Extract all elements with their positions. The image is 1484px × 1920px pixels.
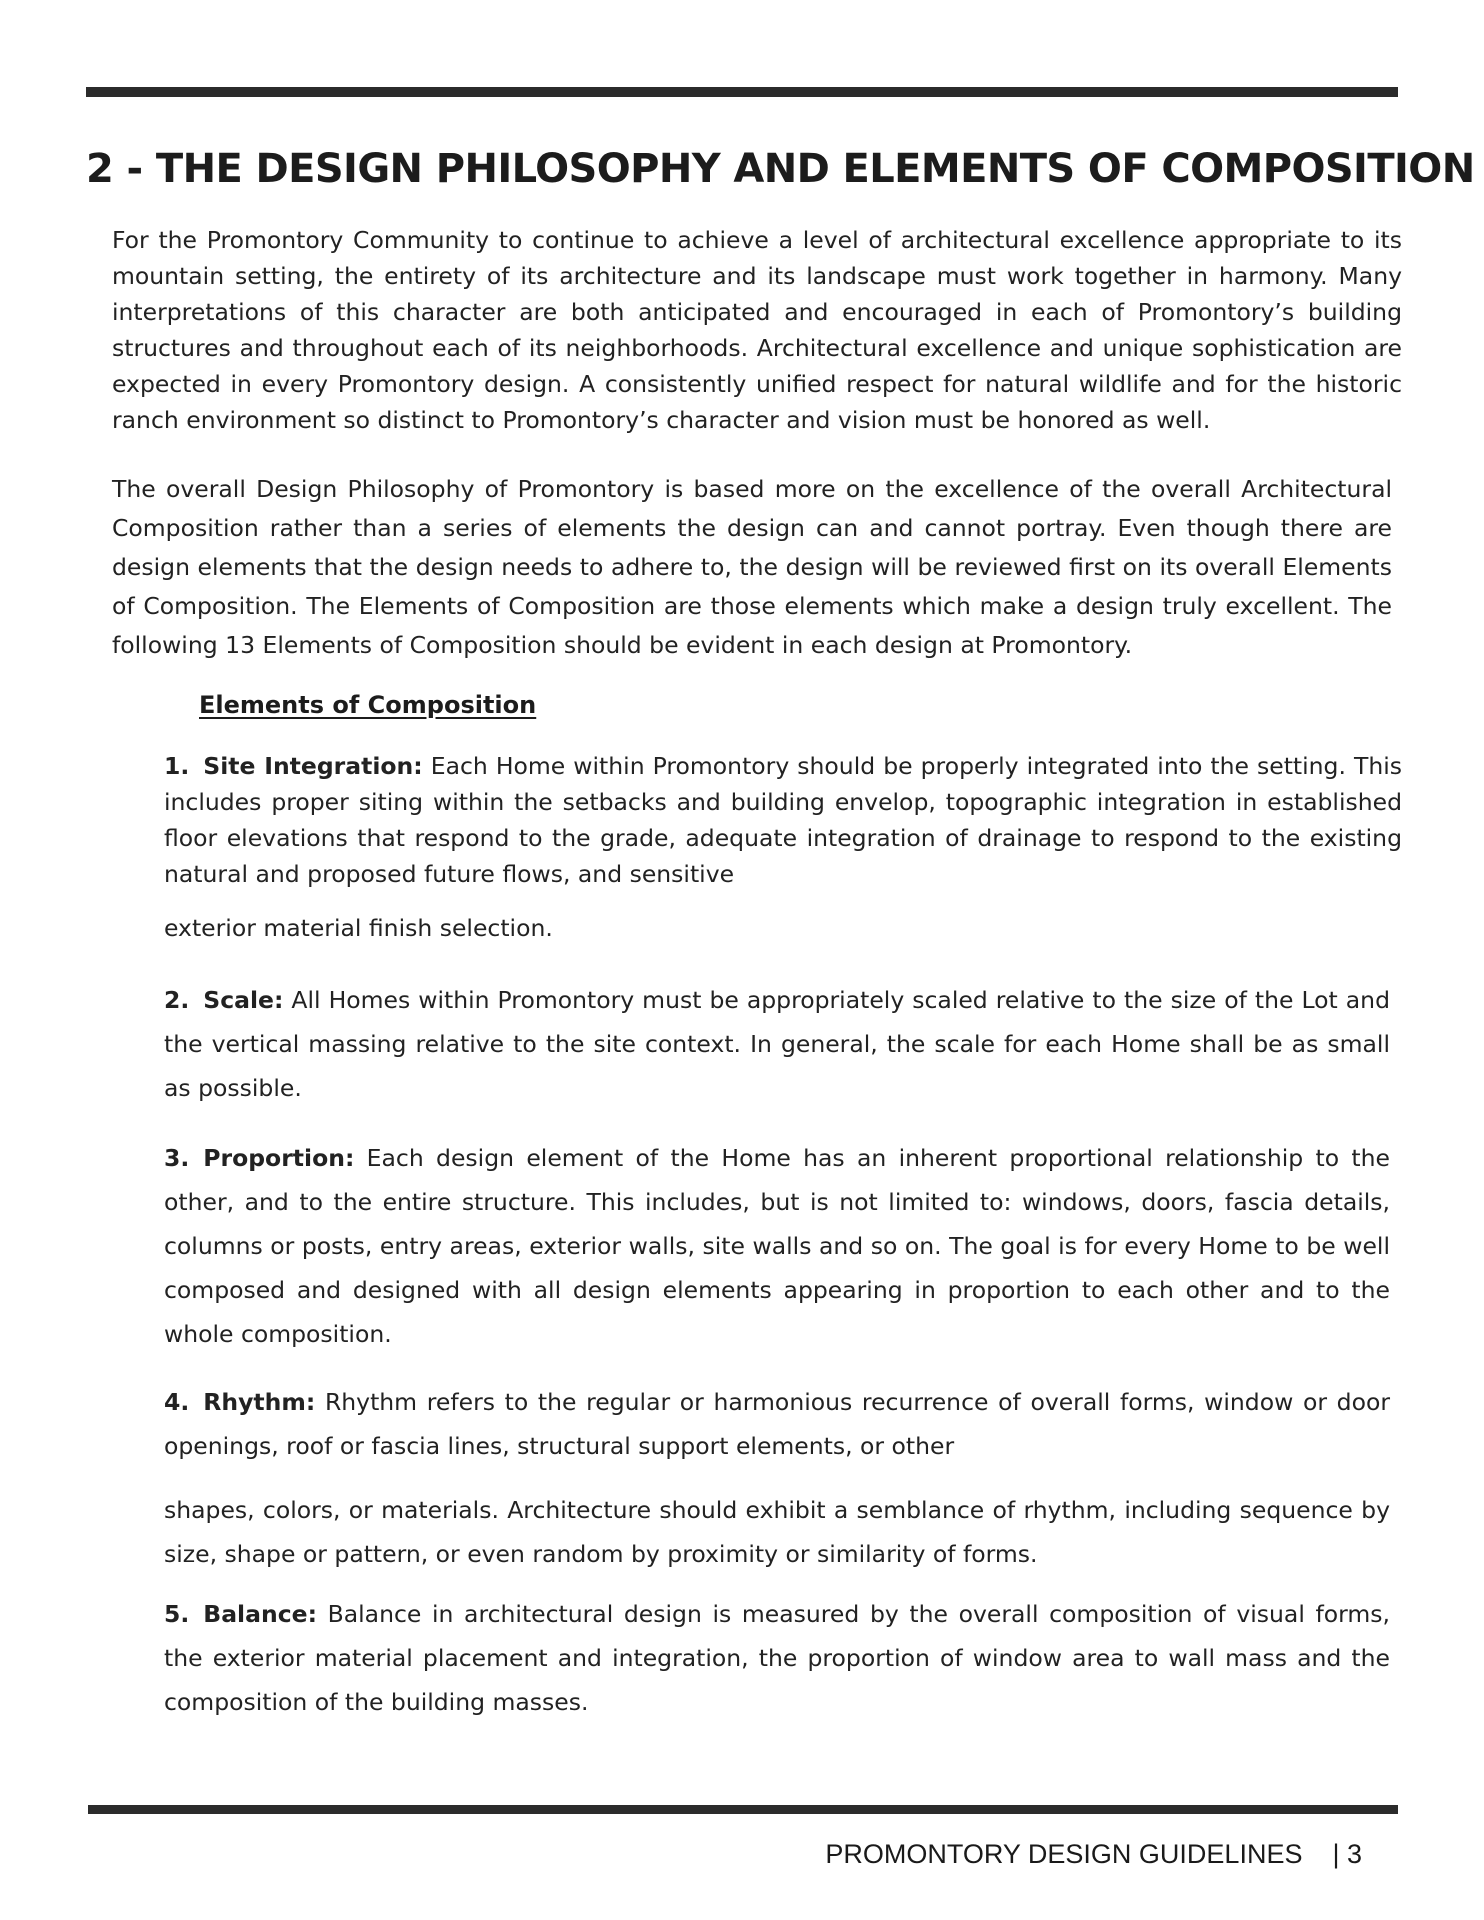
item-term: Balance: bbox=[203, 1600, 317, 1628]
item-text: Rhythm refers to the regular or harmonious recurrence of overall forms, window or door openings, roof or fascia lines, structural support elements, or other bbox=[164, 1388, 1390, 1460]
list-item-balance bbox=[164, 1592, 1390, 1724]
item-text: All Homes within Promontory must be appropriately scaled relative to the size of the Lot and the vertical massing relative to the site context. In general, the scale for each Home shall be as small as possible. bbox=[164, 986, 1390, 1102]
item-number: 1. bbox=[164, 752, 190, 780]
bottom-rule bbox=[88, 1805, 1398, 1814]
page-title: 2 - THE DESIGN PHILOSOPHY AND ELEMENTS OF COMPOSITION bbox=[86, 146, 1475, 192]
item-term: Scale: bbox=[203, 986, 284, 1014]
item-term: Site Integration: bbox=[203, 752, 423, 780]
item-text: Each Home within Promontory should be properly integrated into the setting. This includes proper siting within the setbacks and building envelop, topographic integration in established floor elevations that respond to the grade, adequate integration of drainage to respond to the existing natural and proposed future flows, and sensitive bbox=[164, 752, 1403, 888]
list-item-site-integration bbox=[164, 748, 1402, 892]
section-heading: Elements of Composition bbox=[199, 691, 537, 719]
list-item-scale bbox=[164, 978, 1390, 1110]
item-term: Proportion: bbox=[203, 1144, 355, 1172]
list-item-rhythm-continued: shapes, colors, or materials. Architecture should exhibit a semblance of rhythm, including sequence by size, shape or pattern, or even random by proximity or similarity of forms. bbox=[164, 1496, 1390, 1568]
item-number: 5. bbox=[164, 1600, 190, 1628]
item-number: 2. bbox=[164, 986, 190, 1014]
list-item-rhythm bbox=[164, 1380, 1390, 1468]
item-number: 4. bbox=[164, 1388, 190, 1416]
item-text: Each design element of the Home has an inherent proportional relationship to the other, and to the entire structure. This includes, but is not limited to: windows, doors, fascia details, columns or posts, entry areas, exterior walls, site walls and so on. The goal is for every Home to be well composed and designed with all design elements appearing in proportion to each other and to the whole composition. bbox=[164, 1144, 1390, 1348]
item-text: Balance in architectural design is measured by the overall composition of visual forms, the exterior material placement and integration, the proportion of window area to wall mass and the composition of the building masses. bbox=[164, 1600, 1390, 1716]
philosophy-paragraph: The overall Design Philosophy of Promontory is based more on the excellence of the overall Architectural Composition rather than a series of elements the design can and cannot portray. Even though there are design elements that the design needs to adhere to, the design will be reviewed first on its overall Elements of Composition. The Elements of Composition are those elements which make a design truly excellent. The following 13 Elements of Composition should be evident in each design at Promontory. bbox=[112, 475, 1392, 659]
top-rule bbox=[86, 87, 1398, 97]
footer-label: PROMONTORY DESIGN GUIDELINES bbox=[825, 1839, 1303, 1869]
intro-paragraph: For the Promontory Community to continue to achieve a level of architectural excellence appropriate to its mountain setting, the entirety of its architecture and its landscape must work together in harmony. Many interpretations of this character are both anticipated and encouraged in each of Promontory’s building structures and throughout each of its neighborhoods. Architectural excellence and unique sophistication are expected in every Promontory design. A consistently unified respect for natural wildlife and for the historic ranch environment so distinct to Promontory’s character and vision must be honored as well. bbox=[112, 226, 1402, 434]
item-number: 3. bbox=[164, 1144, 190, 1172]
item-term: Rhythm: bbox=[203, 1388, 316, 1416]
page-number: | 3 bbox=[1332, 1839, 1362, 1869]
list-item-proportion bbox=[164, 1136, 1390, 1356]
page-footer bbox=[825, 1836, 1362, 1872]
list-item-site-integration-continued: exterior material finish selection. bbox=[164, 914, 553, 942]
